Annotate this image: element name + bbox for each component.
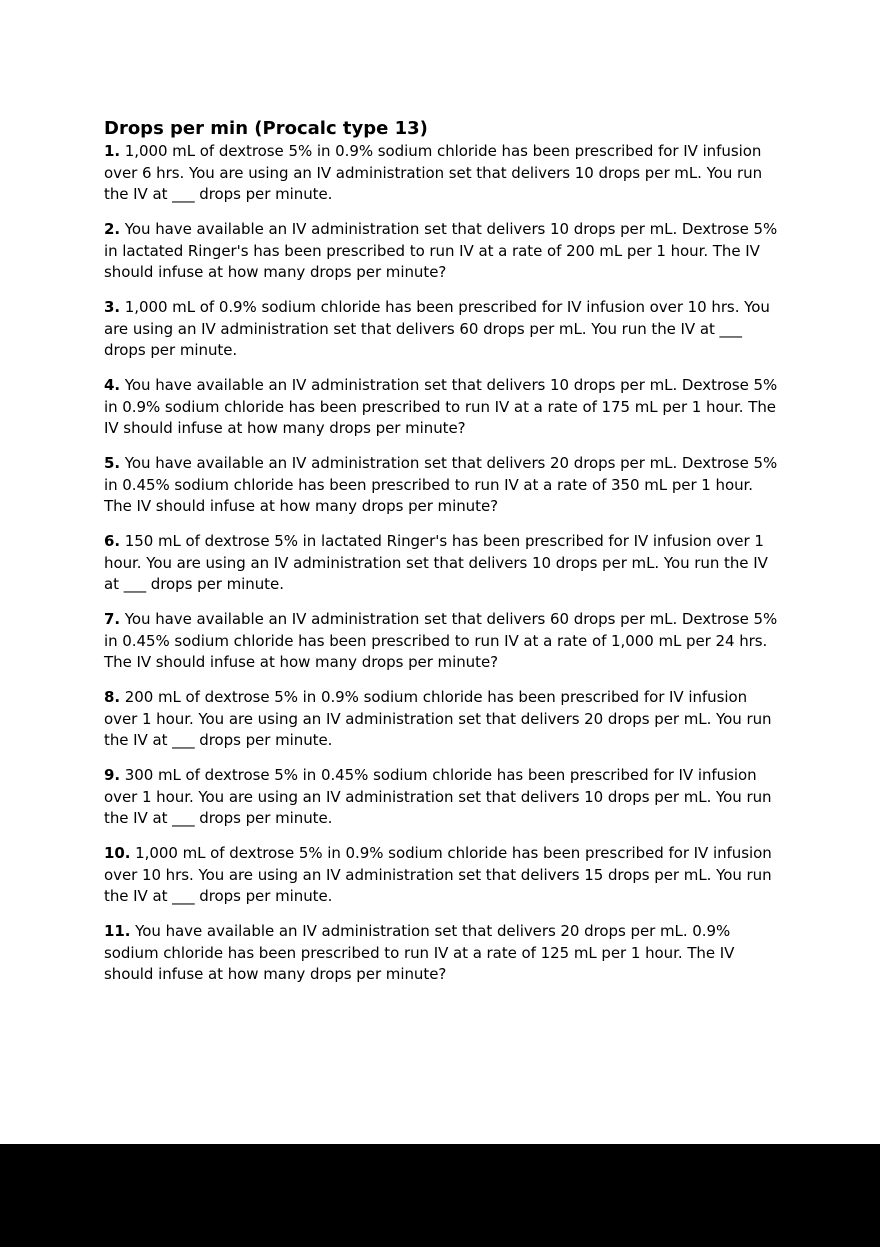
question-number: 7. xyxy=(104,610,121,628)
question-text: 1,000 mL of dextrose 5% in 0.9% sodium chloride has been prescribed for IV infusion over 10 hrs. You are using an IV administration set that delivers 15 drops per mL. You run the IV at ___ drops per minute. xyxy=(104,844,772,905)
question-number: 10. xyxy=(104,844,131,862)
question-1 xyxy=(104,141,780,206)
question-number: 4. xyxy=(104,376,121,394)
question-7 xyxy=(104,609,780,674)
question-5 xyxy=(104,453,780,518)
document-content xyxy=(104,117,780,999)
question-text: You have available an IV administration set that delivers 10 drops per mL. Dextrose 5% in 0.9% sodium chloride has been prescribed to run IV at a rate of 175 mL per 1 hour. The IV should infuse at how many drops per minute? xyxy=(104,376,778,437)
question-number: 6. xyxy=(104,532,121,550)
question-11 xyxy=(104,921,780,986)
question-6 xyxy=(104,531,780,596)
question-text: 1,000 mL of 0.9% sodium chloride has been prescribed for IV infusion over 10 hrs. You are using an IV administration set that delivers 60 drops per mL. You run the IV at ___ drops per minute. xyxy=(104,298,770,359)
question-text: 150 mL of dextrose 5% in lactated Ringer's has been prescribed for IV infusion over 1 hour. You are using an IV administration set that delivers 10 drops per mL. You run the IV at ___ drops per minute. xyxy=(104,532,768,593)
document-title: Drops per min (Procalc type 13) xyxy=(104,118,428,139)
bottom-black-bar xyxy=(0,1144,880,1247)
question-number: 5. xyxy=(104,454,121,472)
question-8 xyxy=(104,687,780,752)
question-3 xyxy=(104,297,780,362)
question-text: You have available an IV administration set that delivers 10 drops per mL. Dextrose 5% in lactated Ringer's has been prescribed to run IV at a rate of 200 mL per 1 hour. The IV should infuse at how many drops per minute? xyxy=(104,220,778,281)
question-text: 1,000 mL of dextrose 5% in 0.9% sodium chloride has been prescribed for IV infusion over 6 hrs. You are using an IV administration set that delivers 10 drops per mL. You run the IV at ___ drops per minute. xyxy=(104,142,763,203)
question-2 xyxy=(104,219,780,284)
question-number: 1. xyxy=(104,142,121,160)
question-text: You have available an IV administration set that delivers 60 drops per mL. Dextrose 5% in 0.45% sodium chloride has been prescribed to run IV at a rate of 1,000 mL per 24 hrs. The IV should infuse at how many drops per minute? xyxy=(104,610,778,671)
question-number: 3. xyxy=(104,298,121,316)
question-10 xyxy=(104,843,780,908)
question-9 xyxy=(104,765,780,830)
question-text: You have available an IV administration set that delivers 20 drops per mL. 0.9% sodium chloride has been prescribed to run IV at a rate of 125 mL per 1 hour. The IV should infuse at how many drops per minute? xyxy=(104,922,735,983)
question-number: 8. xyxy=(104,688,121,706)
question-number: 11. xyxy=(104,922,131,940)
question-text: 300 mL of dextrose 5% in 0.45% sodium chloride has been prescribed for IV infusion over 1 hour. You are using an IV administration set that delivers 10 drops per mL. You run the IV at ___ drops per minute. xyxy=(104,766,772,827)
question-text: 200 mL of dextrose 5% in 0.9% sodium chloride has been prescribed for IV infusion over 1 hour. You are using an IV administration set that delivers 20 drops per mL. You run the IV at ___ drops per minute. xyxy=(104,688,772,749)
question-number: 2. xyxy=(104,220,121,238)
question-text: You have available an IV administration set that delivers 20 drops per mL. Dextrose 5% in 0.45% sodium chloride has been prescribed to run IV at a rate of 350 mL per 1 hour. The IV should infuse at how many drops per minute? xyxy=(104,454,778,515)
question-4 xyxy=(104,375,780,440)
question-number: 9. xyxy=(104,766,121,784)
